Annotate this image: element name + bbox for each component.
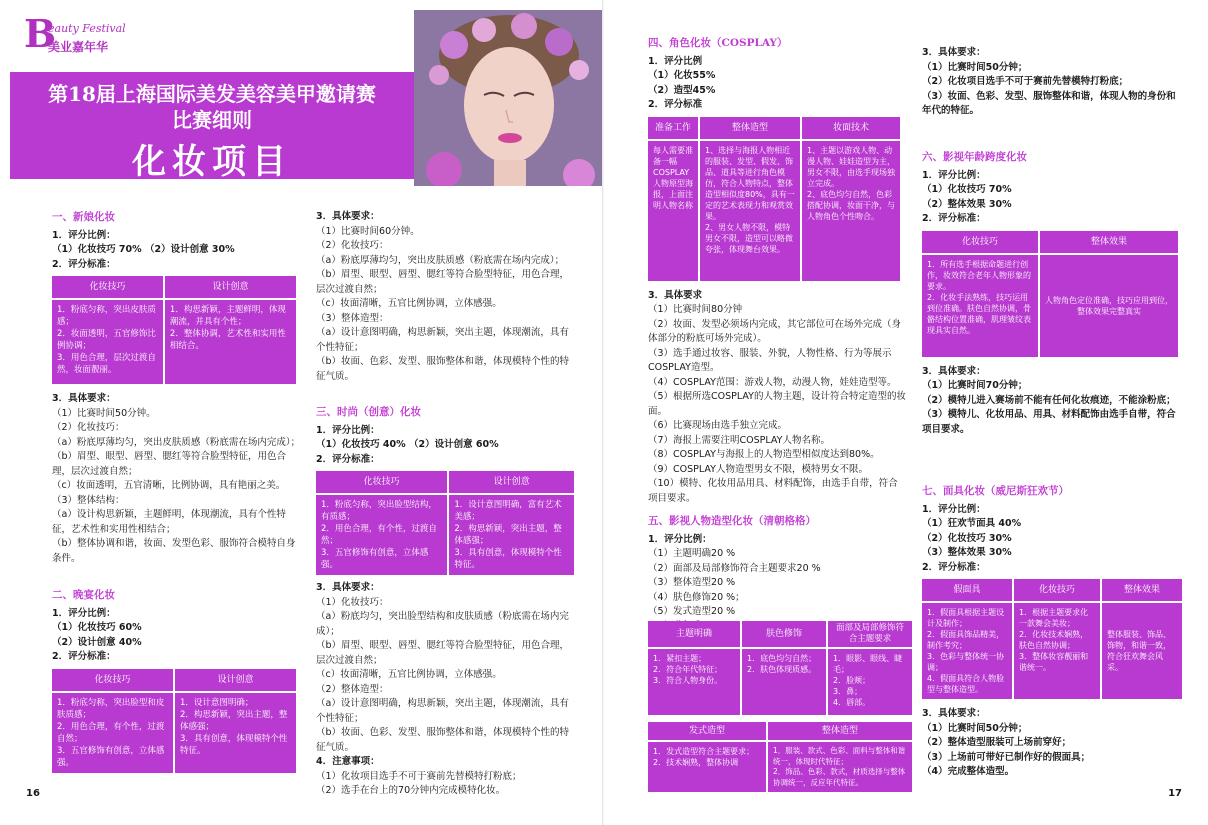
scoring-table (646, 720, 914, 794)
table-cell: 1．构思新颖，主题鲜明，体现潮流，并具有个性； 2．整体协调，艺术性和实用性相结合。 (165, 300, 296, 384)
text-line: （1）化妆项目选手不可于赛前先替模特打粉底； (316, 770, 522, 782)
section-cosplay (648, 36, 906, 506)
text-line: （b）眉型、眼型、唇型、腮红等符合脸型特征，用色合理，层次过渡自然； (316, 640, 570, 666)
section-mask (922, 484, 1186, 780)
text-line: （3）整体造型： (316, 312, 389, 324)
text-line: 3．具体要求： (316, 211, 380, 222)
text-line: （2）面部及局部修饰符合主题要求20 % (648, 562, 821, 574)
section-film-requirements (922, 46, 1182, 119)
scoring-table (646, 115, 902, 283)
table-cell: 1．服装、款式、色彩、面料与整体和谐统一，体现时代特征； 2．饰品、色彩、款式，材质选择与整体协调统一，反应年代特征。 (768, 742, 912, 792)
table-header: 设计创意 (175, 669, 296, 691)
text-line: （1）比赛时间50分钟； (922, 61, 1028, 73)
text-line: （3）上场前可带好已制作好的假面具； (922, 751, 1091, 763)
text-line: （1）化妆技巧： (316, 596, 389, 608)
section-title: 二、晚宴化妆 (52, 589, 115, 601)
section-title: 三、时尚（创意）化妆 (316, 406, 421, 418)
text-line: （7）海报上需要注明COSPLAY人物名称。 (648, 434, 830, 446)
table-cell: 整体服装、饰品、饰物，和谐一致，符合狂欢舞会风采。 (1102, 603, 1182, 699)
scoring-table (646, 619, 914, 717)
text-line: （c）妆面清晰，五官比例协调，立体感强。 (316, 298, 502, 309)
section-fashion (316, 405, 578, 799)
text-line: （2）整体效果 30% (922, 198, 1012, 210)
table-cell: 1．眼影、眼线、睫毛； 2．脸颊； 3．鼻； 4．唇部。 (828, 649, 912, 715)
text-line: （b）眉型、眼型、唇型、腮红等符合脸型特征，用色合理，层次过渡自然； (52, 451, 287, 477)
table-header: 面部及局部修饰符合主题要求 (828, 621, 912, 647)
section-title: 七、面具化妆（威尼斯狂欢节） (922, 485, 1069, 497)
text-line: （2）整体造型服装可上场前穿好； (922, 737, 1072, 748)
text-line: 2．评分标准： (922, 561, 986, 573)
scoring-table (50, 667, 298, 775)
table-cell: 1．粉底匀称，突出脸型和皮肤质感； 2．用色合理，有个性，过渡自然； 3．五官修饰有创意，立体感强。 (52, 693, 173, 773)
beauty-festival-logo (24, 11, 154, 58)
text-line: （a）粉底厚薄均匀，突出皮肤质感（粉底需在场内完成）； (316, 254, 565, 266)
text-line: （4）COSPLAY范围：游戏人物，动漫人物，娃娃造型等。 (648, 376, 897, 388)
section-title: 一、新娘化妆 (52, 211, 115, 223)
text-line: （3）整体效果 30% (922, 547, 1012, 558)
text-line: （a）设计意图明确，构思新颖，突出主题，体现潮流，具有个性特征； (316, 698, 569, 724)
logo-english: eauty Festival (48, 22, 126, 35)
text-line: （1）化妆技巧 60% (52, 622, 142, 633)
text-line: 3．具体要求： (52, 393, 116, 404)
text-line: 3．具体要求： (922, 47, 986, 58)
table-header: 准备工作 (648, 117, 698, 139)
page-number: 17 (1168, 788, 1182, 799)
text-line: 2．评分标准： (316, 453, 380, 465)
text-line: （1）比赛时间50分钟。 (52, 407, 156, 419)
table-cell: 1．假面具根据主题设计及制作； 2．假面具饰品精美，制作考究； 3．色彩与整体统一协调； 4．假面具符合人物脸型与整体造型。 (922, 603, 1012, 699)
text-line: （2）化妆技巧： (316, 240, 389, 251)
table-cell: 1．设计意图明确； 2．构思新颖，突出主题，整体感强； 3．具有创意，体现模特个性特征。 (175, 693, 296, 773)
scoring-table (920, 577, 1184, 701)
text-line: （5）发式造型20 % (648, 606, 736, 617)
table-cell: 每人需要准备一幅COSPLAY人物原型海报，上面注明人物名称 (648, 141, 698, 281)
text-line: 1．评分比例 (648, 55, 703, 67)
text-line: （9）COSPLAY人物造型男女不限，模特男女不限。 (648, 463, 868, 475)
text-line: 2．评分标准： (52, 651, 116, 662)
table-header: 肤色修饰 (742, 621, 826, 647)
scoring-table (50, 274, 298, 386)
text-line: （c）妆面清晰，五官比例协调，立体感强。 (316, 669, 502, 680)
text-line: （c）妆面透明，五官清晰，比例协调，具有艳丽之美。 (52, 480, 286, 491)
table-cell: 1．粉底匀称，突出脸型结构，有质感； 2．用色合理，有个性，过渡自然； 3．五官修饰有创意，立体感强。 (316, 495, 447, 575)
table-header: 化妆技巧 (922, 231, 1038, 253)
text-line: （b）眉型、眼型、唇型、腮红等符合脸型特征，用色合理，层次过渡自然； (316, 269, 570, 295)
table-header: 整体造型 (768, 722, 912, 740)
table-cell: 1．底色均匀自然； 2．肤色体现质感。 (742, 649, 826, 715)
table-header: 整体效果 (1102, 579, 1182, 601)
text-line: 1．评分比例： (922, 503, 986, 515)
text-line: （1）狂欢节面具 40% (922, 518, 1022, 529)
text-line: （2）化妆项目选手不可于赛前先替模特打粉底； (922, 76, 1129, 87)
banner-subtitle: 比赛细则 (172, 108, 252, 132)
scoring-table (314, 469, 576, 577)
text-line: （3）整体造型20 % (648, 577, 736, 588)
table-header: 化妆技巧 (52, 669, 173, 691)
table-cell: 1、主题以游戏人物、动漫人物、娃娃造型为主，男女不限，由选手现场独立完成。 2、底色均匀自然，色彩搭配协调，妆面干净，与人物角色个性吻合。 (802, 141, 900, 281)
text-line: （b）妆面、色彩、发型、服饰整体和谐，体现模特个性的特征气质。 (316, 727, 570, 753)
text-line: 1．评分比例： (52, 229, 116, 241)
table-header: 化妆技巧 (1014, 579, 1100, 601)
text-line: 3．具体要求： (922, 708, 986, 719)
text-line: （1）化妆技巧 40% （2）设计创意 60% (316, 439, 499, 450)
text-line: （3）选手通过妆容、服装、外貌，人物性格、行为等展示COSPLAY造型。 (648, 347, 892, 373)
text-line: 3．具体要求 (648, 289, 703, 301)
text-line: （8）COSPLAY与海报上的人物造型相似度达到80%。 (648, 449, 880, 460)
text-line: （1）化妆技巧 70% (922, 184, 1012, 195)
section-title: 六、影视年龄跨度化妆 (922, 151, 1027, 163)
text-line: （2）设计创意 40% (52, 636, 142, 648)
text-line: （2）化妆技巧 30% (922, 532, 1012, 544)
text-line: （10）模特、化妆用品用具、材料配饰，由选手自带，符合项目要求。 (648, 478, 898, 504)
text-line: （4）肤色修饰20 %； (648, 591, 745, 603)
text-line: （2）造型45% (648, 84, 716, 96)
text-line: 2．评分标准： (52, 258, 116, 270)
text-line: 1．评分比例： (52, 607, 116, 619)
text-line: （b）妆面、色彩、发型、服饰整体和谐，体现模特个性的特征气质。 (316, 356, 570, 382)
text-line: （5）根据所选COSPLAY的人物主题，设计符合特定造型的妆面。 (648, 391, 906, 417)
text-line: 3．具体要求： (316, 582, 380, 593)
text-line: （a）粉底均匀，突出脸型结构和皮肤质感（粉底需在场内完成）； (316, 611, 569, 637)
table-header: 发式造型 (648, 722, 766, 740)
text-line: （1）比赛时间60分钟。 (316, 225, 420, 237)
text-line: （1）比赛时间50分钟； (922, 722, 1028, 734)
text-line: 3．具体要求： (922, 365, 986, 377)
text-line: 1．评分比例： (648, 533, 712, 545)
table-cell: 1．粉底匀称，突出皮肤质感； 2．妆面透明，五官修饰比例协调； 3．用色合理，层次过渡自然，妆面靓丽。 (52, 300, 163, 384)
table-header: 化妆技巧 (52, 276, 163, 298)
logo-letter: B (24, 11, 57, 56)
text-line: （2）模特儿进入赛场前不能有任何化妆痕迹，不能涂粉底； (922, 394, 1176, 406)
table-cell: 1．紧扣主题； 2．符合年代特征； 3．符合人物身份。 (648, 649, 740, 715)
table-cell: 1．所有选手根据命题进行创作，妆效符合老年人物形象的要求。 2．化妆手法熟练，技巧运用到位准确。肤色自然协调，骨骼结构位置准确，肌理皱纹表现具实自然。 (922, 255, 1038, 357)
banner-heading: 化妆项目 (132, 142, 292, 182)
text-line: 1．评分比例： (922, 169, 986, 181)
logo-chinese: 美业嘉年华 (48, 40, 109, 54)
text-line: 2．评分标准： (922, 213, 986, 224)
table-header: 化妆技巧 (316, 471, 447, 493)
title-banner (10, 72, 414, 182)
table-cell: 1．发式造型符合主题要求； 2．技术娴熟，整体协调 (648, 742, 766, 792)
text-line: （a）设计构思新颖，主题鲜明，体现潮流，具有个性特征，艺术性和实用性相结合； (52, 509, 286, 535)
table-cell: 1、选择与海报人物相近的服装、发型、假发、饰品、道具等进行角色模仿，符合人物特点，整体造型相似度80%，具有一定的艺术表现力和观赏效果。 2、男女人物不限，模特男女不限，造型可以略微夸张，体现舞台效果。 (700, 141, 800, 281)
table-header: 整体效果 (1040, 231, 1178, 253)
right-page (604, 0, 1208, 825)
table-header: 设计创意 (165, 276, 296, 298)
section-title: 五、影视人物造型化妆（清朝格格） (648, 515, 816, 527)
section-evening-requirements (316, 210, 578, 384)
text-line: （3）模特儿、化妆用品、用具、材料配饰由选手自带，符合项目要求。 (922, 409, 1176, 435)
scoring-table (920, 229, 1180, 359)
text-line: （1）比赛时间80分钟 (648, 304, 743, 315)
text-line: （b）整体协调和谐，妆面、发型色彩、服饰符合模特自身条件。 (52, 538, 296, 564)
table-header: 妆面技术 (802, 117, 900, 139)
text-line: （1）主题明确20 % (648, 548, 736, 559)
text-line: 1．评分比例： (316, 424, 380, 436)
text-line: （2）妆面、发型必须场内完成，其它部位可在场外完成（身体部分的粉底可场外完成）。 (648, 318, 902, 344)
section-bride (52, 210, 302, 566)
page-number: 16 (26, 788, 40, 799)
table-cell: 人物角色定位准确，技巧应用到位，整体效果完整真实 (1040, 255, 1178, 357)
table-header: 设计创意 (449, 471, 574, 493)
text-line: （1）化妆技巧 70% （2）设计创意 30% (52, 244, 235, 255)
text-line: （6）比赛现场由选手独立完成。 (648, 420, 788, 431)
banner-title: 第18届上海国际美发美容美甲邀请赛 (48, 82, 376, 106)
text-line: （1）比赛时间70分钟； (922, 380, 1028, 391)
section-film-character (648, 514, 910, 634)
table-header: 整体造型 (700, 117, 800, 139)
section-title: 四、角色化妆（COSPLAY） (648, 37, 788, 49)
text-line: （3）整体结构： (52, 494, 125, 506)
table-header: 主题明确 (648, 621, 740, 647)
table-header: 假面具 (922, 579, 1012, 601)
text-line: （2）化妆技巧： (52, 422, 125, 433)
section-aging (922, 150, 1182, 437)
text-line: （2）整体造型： (316, 683, 389, 695)
section-evening (52, 588, 302, 775)
table-cell: 1．根据主题要求化一款舞会美妆； 2．化妆技术娴熟，肤色自然协调； 3．整体妆容靓丽和谐统一。 (1014, 603, 1100, 699)
text-line: 2．评分标准 (648, 99, 703, 110)
text-line: （3）妆面、色彩、发型、服饰整体和谐，体现人物的身份和年代的特征。 (922, 90, 1176, 116)
text-line: （a）粉底厚薄均匀，突出皮肤质感（粉底需在场内完成）； (52, 436, 301, 448)
table-cell: 1．设计意图明确，富有艺术美感； 2．构思新颖，突出主题，整体感强； 3．具有创意，体现模特个性特征。 (449, 495, 574, 575)
text-line: （a）设计意图明确，构思新颖，突出主题，体现潮流，具有个性特征； (316, 327, 569, 353)
text-line: 4．注意事项： (316, 756, 380, 767)
text-line: （1）化妆55% (648, 70, 716, 81)
model-photo (414, 10, 604, 186)
text-line: （4）完成整体造型。 (922, 766, 1015, 777)
text-line: （2）选手在台上的70分钟内完成模特化妆。 (316, 785, 506, 796)
